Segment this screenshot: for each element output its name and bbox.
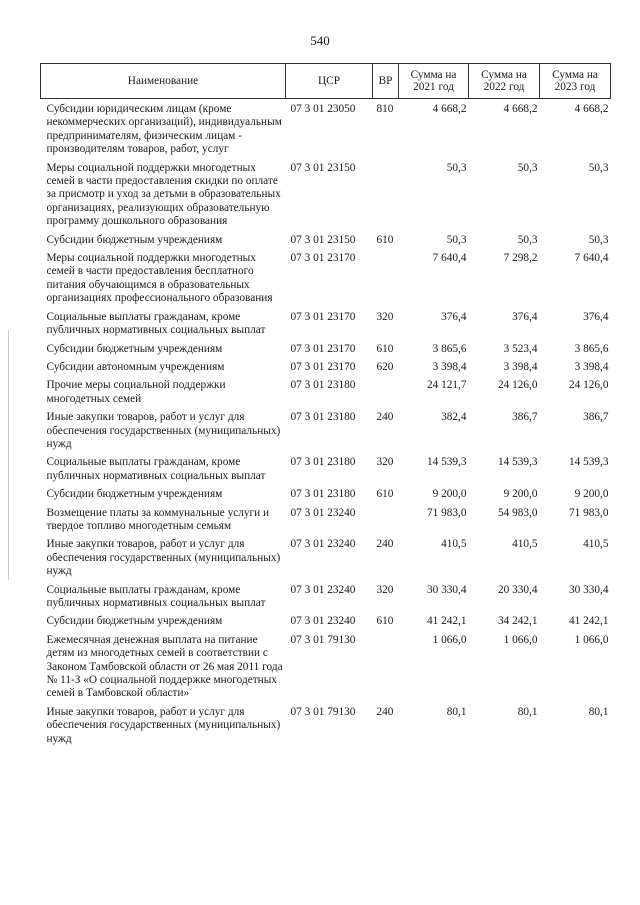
row-sum-2022: 4 668,2 [503,103,538,115]
row-name: Социальные выплаты гражданам, кроме публичных нормативных социальных выплат [46,456,266,482]
row-csr: 07 3 01 23240 [290,615,356,628]
row-sum-2023: 1 066,0 [574,633,609,646]
header-2022: Сумма на 2022 год [469,64,540,99]
row-name: Иные закупки товаров, работ и услуг для обеспечения государственных (муниципальных) нужд [46,705,281,745]
row-vr: 610 [376,342,394,355]
row-csr: 07 3 01 23180 [290,411,356,424]
row-sum-2022: 24 126,0 [497,379,538,392]
row-vr [373,379,399,411]
row-sum-2022: 3 523,4 [503,342,538,355]
row-csr: 07 3 01 23170 [290,342,356,355]
row-sum-2021: 50,3 [446,161,467,174]
row-sum-2022: 20 330,4 [497,583,538,596]
row-vr [373,634,399,706]
row-name: Прочие меры социальной поддержки многодетных семей [46,379,226,405]
table-row [41,584,611,616]
row-sum-2021: 71 983,0 [426,506,467,519]
row-sum-2021: 24 121,7 [426,379,467,392]
row-csr: 07 3 01 23170 [290,310,356,323]
row-csr: 07 3 01 79130 [290,705,356,718]
row-sum-2022: 3 398,4 [503,360,538,373]
header-2023: Сумма на 2023 год [540,64,611,99]
row-sum-2023: 30 330,4 [568,583,609,596]
row-sum-2023: 386,7 [583,411,609,424]
row-csr: 07 3 01 23150 [290,161,356,174]
row-vr: 240 [376,538,394,551]
row-vr [373,162,399,234]
row-sum-2023: 41 242,1 [568,615,609,628]
row-sum-2021: 30 330,4 [426,583,467,596]
row-vr: 610 [376,233,394,246]
row-sum-2021: 80,1 [446,705,467,718]
table-row [41,634,611,706]
row-name: Социальные выплаты гражданам, кроме публичных нормативных социальных выплат [46,310,266,337]
budget-table [40,63,611,751]
row-vr: 240 [376,411,394,424]
row-sum-2023: 50,3 [588,233,609,246]
row-name: Ежемесячная денежная выплата на питание детям из многодетных семей в соответствии с Законом Тамбовской области от 26 мая 2011 года № 11-З «О социальной поддержке многодетных семей в Тамбовской области» [46,633,283,700]
table-row [41,343,611,361]
table-row [41,456,611,488]
row-sum-2022: 376,4 [512,310,538,323]
row-csr: 07 3 01 79130 [290,633,356,646]
row-vr: 610 [376,615,394,628]
row-sum-2023: 410,5 [583,538,609,551]
row-sum-2022: 54 983,0 [497,506,538,519]
row-csr: 07 3 01 23240 [290,538,356,551]
row-sum-2022: 386,7 [512,411,538,424]
header-vr: ВР [373,64,399,99]
table-header-row [41,64,611,99]
scan-edge-line [8,330,9,580]
header-name: Наименование [41,64,286,99]
table-row [41,615,611,633]
row-name: Субсидии бюджетным учреждениям [46,233,223,246]
header-csr: ЦСР [286,64,373,99]
table-body [41,99,611,752]
row-sum-2021: 9 200,0 [432,488,467,501]
table-row [41,538,611,583]
row-name: Возмещение платы за коммунальные услуги и твердое топливо многодетным семьям [46,506,270,532]
row-vr [373,507,399,539]
row-sum-2022: 50,3 [517,233,538,246]
row-csr: 07 3 01 23180 [290,488,356,501]
row-vr: 810 [376,103,394,115]
row-sum-2022: 1 066,0 [503,633,538,646]
row-csr: 07 3 01 23170 [290,252,356,265]
row-csr: 07 3 01 23050 [290,103,356,115]
row-name: Социальные выплаты гражданам, кроме публичных нормативных социальных выплат [46,583,266,609]
row-csr: 07 3 01 23180 [290,456,356,469]
row-name: Меры социальной поддержки многодетных семей в части предоставления скидки по оплате за присмотр и уход за детьми в образовательных организациях, реализующих образовательную программу дошкольного образования [46,161,281,228]
row-vr [373,252,399,311]
row-sum-2021: 50,3 [446,233,467,246]
row-sum-2021: 1 066,0 [432,633,467,646]
row-csr: 07 3 01 23240 [290,506,356,519]
row-vr: 240 [376,705,394,718]
row-csr: 07 3 01 23240 [290,583,356,596]
row-name: Меры социальной поддержки многодетных семей в части предоставления бесплатного питания обучающимся в образовательных организациях профессионального образования [46,252,273,305]
row-csr: 07 3 01 23170 [290,360,356,373]
row-sum-2023: 3 398,4 [574,360,609,373]
table-row [41,252,611,311]
row-vr: 610 [376,488,394,501]
row-sum-2023: 24 126,0 [568,379,609,392]
row-sum-2022: 7 298,2 [503,252,538,265]
row-sum-2022: 14 539,3 [497,456,538,469]
row-name: Субсидии бюджетным учреждениям [46,615,223,628]
row-sum-2022: 410,5 [512,538,538,551]
row-vr: 320 [376,583,394,596]
row-sum-2021: 4 668,2 [432,103,467,115]
row-sum-2021: 41 242,1 [426,615,467,628]
row-sum-2022: 34 242,1 [497,615,538,628]
row-sum-2021: 3 865,6 [432,342,467,355]
table-row [41,706,611,751]
row-csr: 07 3 01 23150 [290,233,356,246]
row-sum-2022: 9 200,0 [503,488,538,501]
row-vr: 620 [376,360,394,373]
row-sum-2023: 50,3 [588,161,609,174]
row-sum-2021: 382,4 [441,411,467,424]
table-row [41,507,611,539]
row-name: Субсидии бюджетным учреждениям [46,488,223,501]
row-sum-2022: 50,3 [517,161,538,174]
table-row [41,162,611,234]
row-name: Иные закупки товаров, работ и услуг для обеспечения государственных (муниципальных) нужд [46,411,281,450]
table-row [41,379,611,411]
page-number: 540 [310,33,330,48]
row-sum-2021: 410,5 [441,538,467,551]
row-sum-2021: 3 398,4 [432,360,467,373]
row-sum-2023: 4 668,2 [574,103,609,115]
row-csr: 07 3 01 23180 [290,379,356,392]
row-name: Иные закупки товаров, работ и услуг для обеспечения государственных (муниципальных) нужд [46,538,281,578]
table-row [41,234,611,252]
row-vr: 320 [376,456,394,469]
header-2021: Сумма на 2021 год [399,64,469,99]
row-vr: 320 [376,310,394,323]
row-sum-2023: 71 983,0 [568,506,609,519]
row-sum-2022: 80,1 [517,705,538,718]
row-sum-2023: 376,4 [583,310,609,323]
table-row [41,361,611,379]
row-name: Субсидии автономным учреждениям [46,360,225,373]
table-row [41,311,611,343]
row-sum-2021: 376,4 [441,310,467,323]
row-sum-2021: 14 539,3 [426,456,467,469]
table-row [41,99,611,162]
table-row [41,411,611,456]
row-sum-2023: 9 200,0 [574,488,609,501]
row-sum-2023: 3 865,6 [574,342,609,355]
row-sum-2021: 7 640,4 [432,252,467,265]
row-sum-2023: 14 539,3 [568,456,609,469]
row-name: Субсидии юридическим лицам (кроме некоммерческих организаций), индивидуальным предпринимателям, физическим лицам - производителям товаров, работ, услуг [46,103,282,156]
row-sum-2023: 7 640,4 [574,252,609,265]
row-sum-2023: 80,1 [588,705,609,718]
table-row [41,488,611,506]
row-name: Субсидии бюджетным учреждениям [46,342,223,355]
